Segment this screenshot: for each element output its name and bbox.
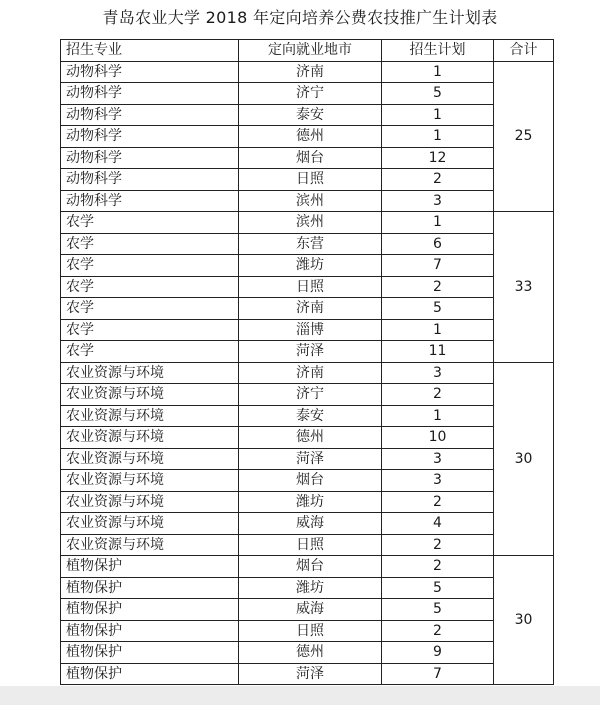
cell-major: 农业资源与环境 [61,470,239,492]
cell-city: 潍坊 [239,255,382,277]
cell-city: 威海 [239,599,382,621]
cell-major: 动物科学 [61,169,239,191]
cell-city: 济南 [239,362,382,384]
cell-major: 农学 [61,233,239,255]
cell-plan: 10 [382,427,494,449]
enrollment-plan-table [60,39,554,685]
cell-city: 滨州 [239,190,382,212]
cell-city: 淄博 [239,319,382,341]
table-row [61,405,554,427]
cell-plan: 7 [382,663,494,685]
cell-major: 农业资源与环境 [61,534,239,556]
table-row [61,319,554,341]
cell-city: 烟台 [239,556,382,578]
table-row [61,448,554,470]
header-city: 定向就业地市 [239,40,382,62]
cell-city: 威海 [239,513,382,535]
cell-plan: 3 [382,470,494,492]
cell-group-total: 33 [494,212,554,363]
cell-plan: 2 [382,620,494,642]
cell-plan: 1 [382,61,494,83]
table-row [61,470,554,492]
cell-major: 农业资源与环境 [61,513,239,535]
cell-city: 潍坊 [239,577,382,599]
cell-major: 农业资源与环境 [61,491,239,513]
table-body [61,61,554,685]
cell-city: 菏泽 [239,341,382,363]
cell-city: 济宁 [239,384,382,406]
cell-plan: 1 [382,126,494,148]
cell-city: 滨州 [239,212,382,234]
cell-city: 日照 [239,169,382,191]
table-header-row [61,40,554,62]
table-row [61,190,554,212]
table-row [61,147,554,169]
cell-major: 植物保护 [61,577,239,599]
table-row [61,513,554,535]
cell-plan: 1 [382,104,494,126]
cell-major: 植物保护 [61,642,239,664]
cell-major: 植物保护 [61,599,239,621]
cell-plan: 12 [382,147,494,169]
table-row [61,126,554,148]
screen-bottom-strip [0,686,600,705]
cell-plan: 2 [382,384,494,406]
cell-city: 菏泽 [239,448,382,470]
cell-city: 济南 [239,61,382,83]
cell-plan: 4 [382,513,494,535]
cell-city: 泰安 [239,405,382,427]
cell-major: 农业资源与环境 [61,362,239,384]
cell-plan: 2 [382,491,494,513]
cell-city: 日照 [239,276,382,298]
table-row [61,276,554,298]
cell-plan: 3 [382,190,494,212]
cell-plan: 1 [382,405,494,427]
table-row [61,577,554,599]
cell-city: 菏泽 [239,663,382,685]
table-row [61,83,554,105]
table-row [61,233,554,255]
cell-major: 植物保护 [61,556,239,578]
cell-group-total: 30 [494,362,554,556]
table-row [61,341,554,363]
cell-major: 农业资源与环境 [61,384,239,406]
cell-major: 农业资源与环境 [61,448,239,470]
cell-major: 农学 [61,276,239,298]
table-row [61,212,554,234]
cell-city: 济宁 [239,83,382,105]
table-row [61,104,554,126]
cell-major: 动物科学 [61,147,239,169]
cell-city: 日照 [239,534,382,556]
cell-city: 潍坊 [239,491,382,513]
cell-city: 泰安 [239,104,382,126]
cell-plan: 1 [382,212,494,234]
cell-plan: 11 [382,341,494,363]
cell-city: 德州 [239,126,382,148]
table-row [61,534,554,556]
table-row [61,491,554,513]
cell-plan: 2 [382,556,494,578]
cell-city: 德州 [239,642,382,664]
cell-major: 动物科学 [61,126,239,148]
table-row [61,255,554,277]
cell-major: 农学 [61,212,239,234]
header-total: 合计 [494,40,554,62]
cell-city: 烟台 [239,470,382,492]
cell-plan: 2 [382,169,494,191]
cell-major: 动物科学 [61,190,239,212]
cell-major: 农业资源与环境 [61,427,239,449]
cell-plan: 3 [382,362,494,384]
cell-major: 农业资源与环境 [61,405,239,427]
cell-city: 东营 [239,233,382,255]
cell-major: 植物保护 [61,663,239,685]
cell-plan: 2 [382,534,494,556]
cell-city: 济南 [239,298,382,320]
cell-city: 烟台 [239,147,382,169]
cell-plan: 9 [382,642,494,664]
cell-major: 动物科学 [61,83,239,105]
cell-major: 农学 [61,319,239,341]
table-row [61,620,554,642]
cell-plan: 7 [382,255,494,277]
cell-plan: 1 [382,319,494,341]
cell-plan: 2 [382,276,494,298]
cell-major: 农学 [61,298,239,320]
cell-city: 日照 [239,620,382,642]
cell-plan: 3 [382,448,494,470]
cell-plan: 5 [382,298,494,320]
cell-plan: 5 [382,599,494,621]
header-major: 招生专业 [61,40,239,62]
table-row [61,384,554,406]
table-row [61,663,554,685]
cell-major: 动物科学 [61,61,239,83]
cell-major: 农学 [61,341,239,363]
page-title: 青岛农业大学 2018 年定向培养公费农技推广生计划表 [102,8,498,27]
cell-city: 德州 [239,427,382,449]
header-plan: 招生计划 [382,40,494,62]
table-row [61,556,554,578]
cell-group-total: 25 [494,61,554,212]
table-row [61,362,554,384]
table-row [61,427,554,449]
cell-major: 动物科学 [61,104,239,126]
table-row [61,642,554,664]
table-row [61,298,554,320]
cell-plan: 5 [382,83,494,105]
table-row [61,169,554,191]
cell-major: 植物保护 [61,620,239,642]
cell-group-total: 30 [494,556,554,685]
table-row [61,61,554,83]
cell-plan: 5 [382,577,494,599]
cell-plan: 6 [382,233,494,255]
table-row [61,599,554,621]
cell-major: 农学 [61,255,239,277]
